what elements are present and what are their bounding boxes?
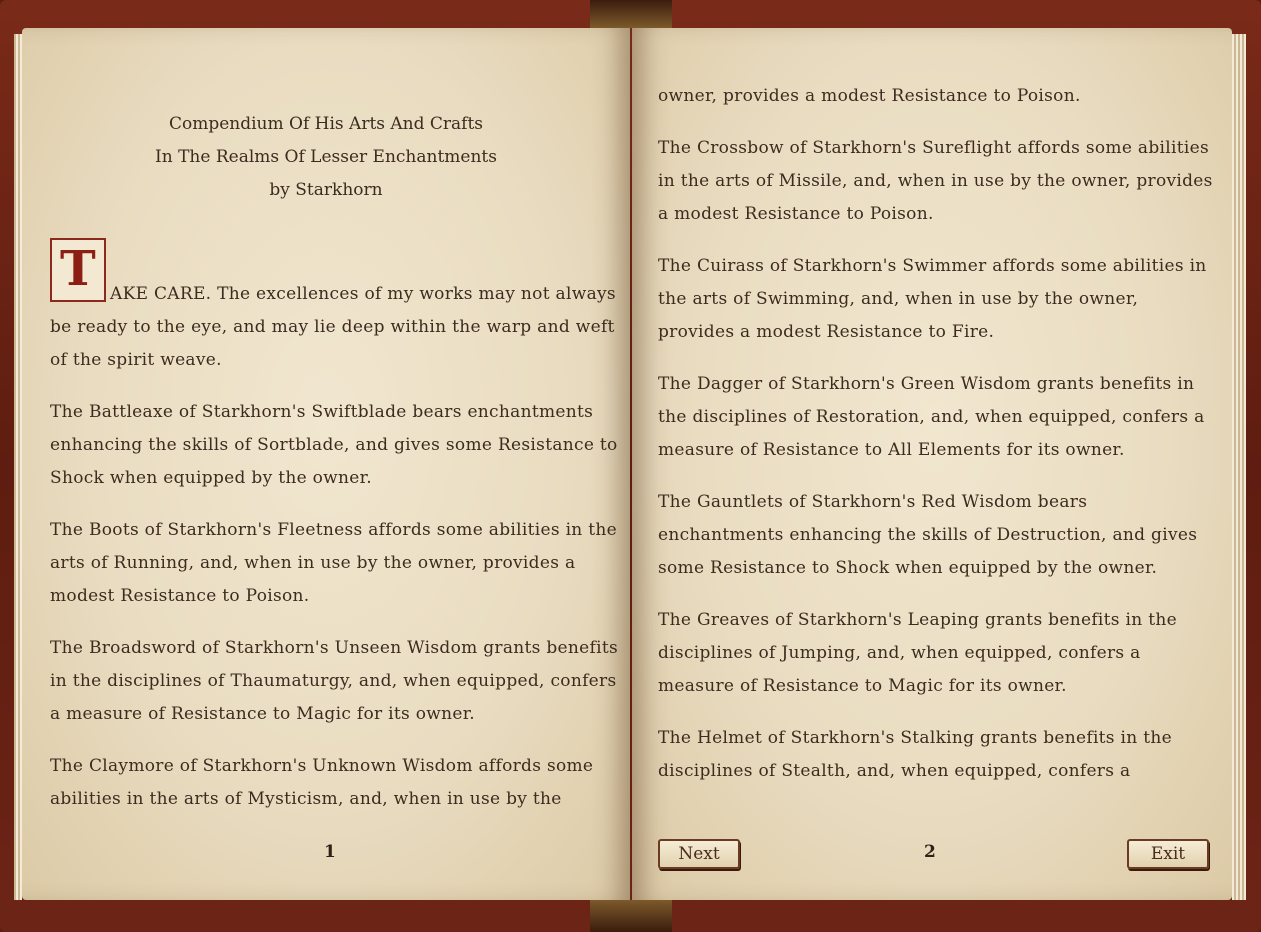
left-page — [22, 28, 630, 900]
paragraph: The Broadsword of Starkhorn's Unseen Wisdom grants benefits in the disciplines of Thaumaturgy, and, when equipped, confers a measure of Resistance to Magic for its owner. — [50, 638, 619, 724]
book-spine-top — [590, 0, 672, 28]
book-title — [22, 108, 630, 207]
book-spine-bottom — [590, 900, 672, 932]
title-line: Compendium Of His Arts And Crafts — [168, 114, 484, 134]
page-edges-left — [14, 34, 22, 900]
paragraph: T AKE CARE. The excellences of my works may not always be ready to the eye, and may lie deep within the warp and weft of the spirit weave. — [50, 278, 622, 377]
right-page-body — [658, 80, 1218, 807]
title-line: In The Realms Of Lesser Enchantments — [155, 147, 497, 167]
paragraph: The Cuirass of Starkhorn's Swimmer affords some abilities in the arts of Swimming, and, when in use by the owner, provides a modest Resistance to Fire. — [658, 256, 1207, 342]
paragraph: The Helmet of Starkhorn's Stalking grants benefits in the disciplines of Stealth, and, when equipped, confers a — [658, 728, 1172, 781]
paragraph: The Greaves of Starkhorn's Leaping grants benefits in the disciplines of Jumping, and, when equipped, confers a measure of Resistance to Magic for its owner. — [658, 610, 1177, 696]
paragraph: The Claymore of Starkhorn's Unknown Wisdom affords some abilities in the arts of Mysticism, and, when in use by the — [50, 756, 594, 809]
illuminated-dropcap: T — [50, 238, 106, 302]
paragraph: The Boots of Starkhorn's Fleetness affords some abilities in the arts of Running, and, when in use by the owner, provides a modest Resistance to Poison. — [50, 520, 618, 606]
author-line: by Starkhorn — [269, 180, 383, 200]
next-button[interactable]: Next — [658, 839, 740, 869]
page-number-right: 2 — [924, 842, 936, 862]
right-page — [632, 28, 1232, 900]
page-number-left: 1 — [324, 842, 336, 862]
page-edges-right — [1232, 34, 1246, 900]
paragraph: owner, provides a modest Resistance to Poison. — [658, 86, 1081, 106]
paragraph: The Dagger of Starkhorn's Green Wisdom grants benefits in the disciplines of Restoration, and, when equipped, confers a measure of Resistance to All Elements for its owner. — [658, 374, 1205, 460]
paragraph: The Gauntlets of Starkhorn's Red Wisdom bears enchantments enhancing the skills of Destruction, and gives some Resistance to Shock when equipped by the owner. — [658, 492, 1198, 578]
left-page-body — [50, 241, 622, 835]
paragraph: The Crossbow of Starkhorn's Sureflight affords some abilities in the arts of Missile, and, when in use by the owner, provides a modest Resistance to Poison. — [658, 138, 1213, 224]
exit-button[interactable]: Exit — [1127, 839, 1209, 869]
paragraph: The Battleaxe of Starkhorn's Swiftblade bears enchantments enhancing the skills of Sortblade, and gives some Resistance to Shock when equipped by the owner. — [50, 402, 618, 488]
